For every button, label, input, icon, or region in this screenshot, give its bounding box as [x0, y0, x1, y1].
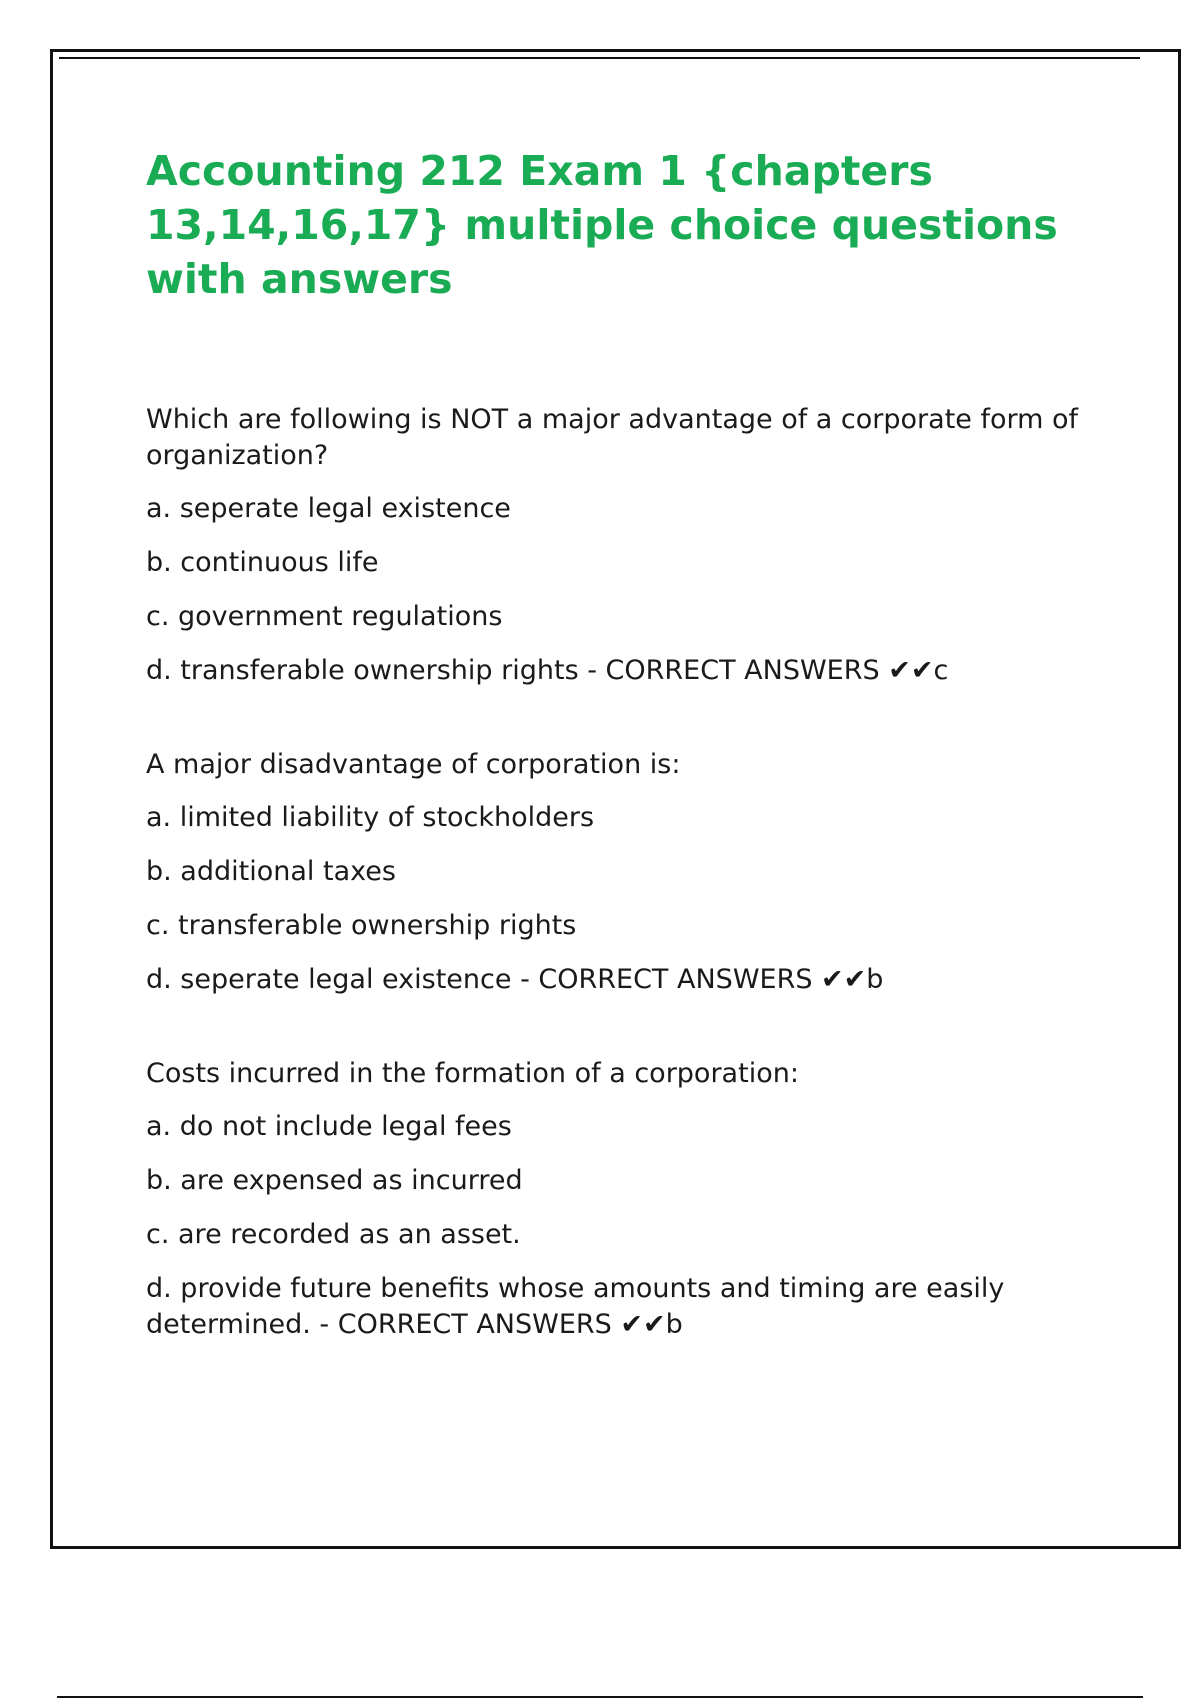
question-2 [146, 747, 1106, 998]
document-title: Accounting 212 Exam 1 {chapters 13,14,16,17} multiple choice questions with answers [146, 147, 1058, 303]
document-content [146, 144, 1106, 1401]
question-3-text: Costs incurred in the formation of a corporation: [146, 1058, 799, 1089]
question-1 [146, 402, 1106, 689]
question-1-option-d-answer: d. transferable ownership rights - CORRECT ANSWERS ✔✔c [146, 655, 949, 686]
top-divider [59, 57, 1140, 59]
question-1-option-c: c. government regulations [146, 601, 503, 632]
question-2-option-c: c. transferable ownership rights [146, 910, 577, 941]
question-3 [146, 1056, 1106, 1343]
question-3-option-a: a. do not include legal fees [146, 1111, 512, 1142]
question-3-option-b: b. are expensed as incurred [146, 1165, 523, 1196]
question-2-option-d-answer: d. seperate legal existence - CORRECT ANSWERS ✔✔b [146, 964, 884, 995]
question-1-option-a: a. seperate legal existence [146, 493, 511, 524]
question-2-text: A major disadvantage of corporation is: [146, 749, 681, 780]
page-frame [50, 49, 1181, 1549]
question-list [146, 402, 1106, 1343]
question-1-option-b: b. continuous life [146, 547, 379, 578]
footer-divider [57, 1696, 1143, 1698]
question-2-option-b: b. additional taxes [146, 856, 396, 887]
question-2-option-a: a. limited liability of stockholders [146, 802, 595, 833]
question-1-text: Which are following is NOT a major advantage of a corporate form of organization? [146, 404, 1079, 471]
question-3-option-c: c. are recorded as an asset. [146, 1219, 521, 1250]
question-3-option-d-answer: d. provide future benefits whose amounts and timing are easily determined. - CORRECT ANSWERS ✔✔b [146, 1273, 1005, 1340]
